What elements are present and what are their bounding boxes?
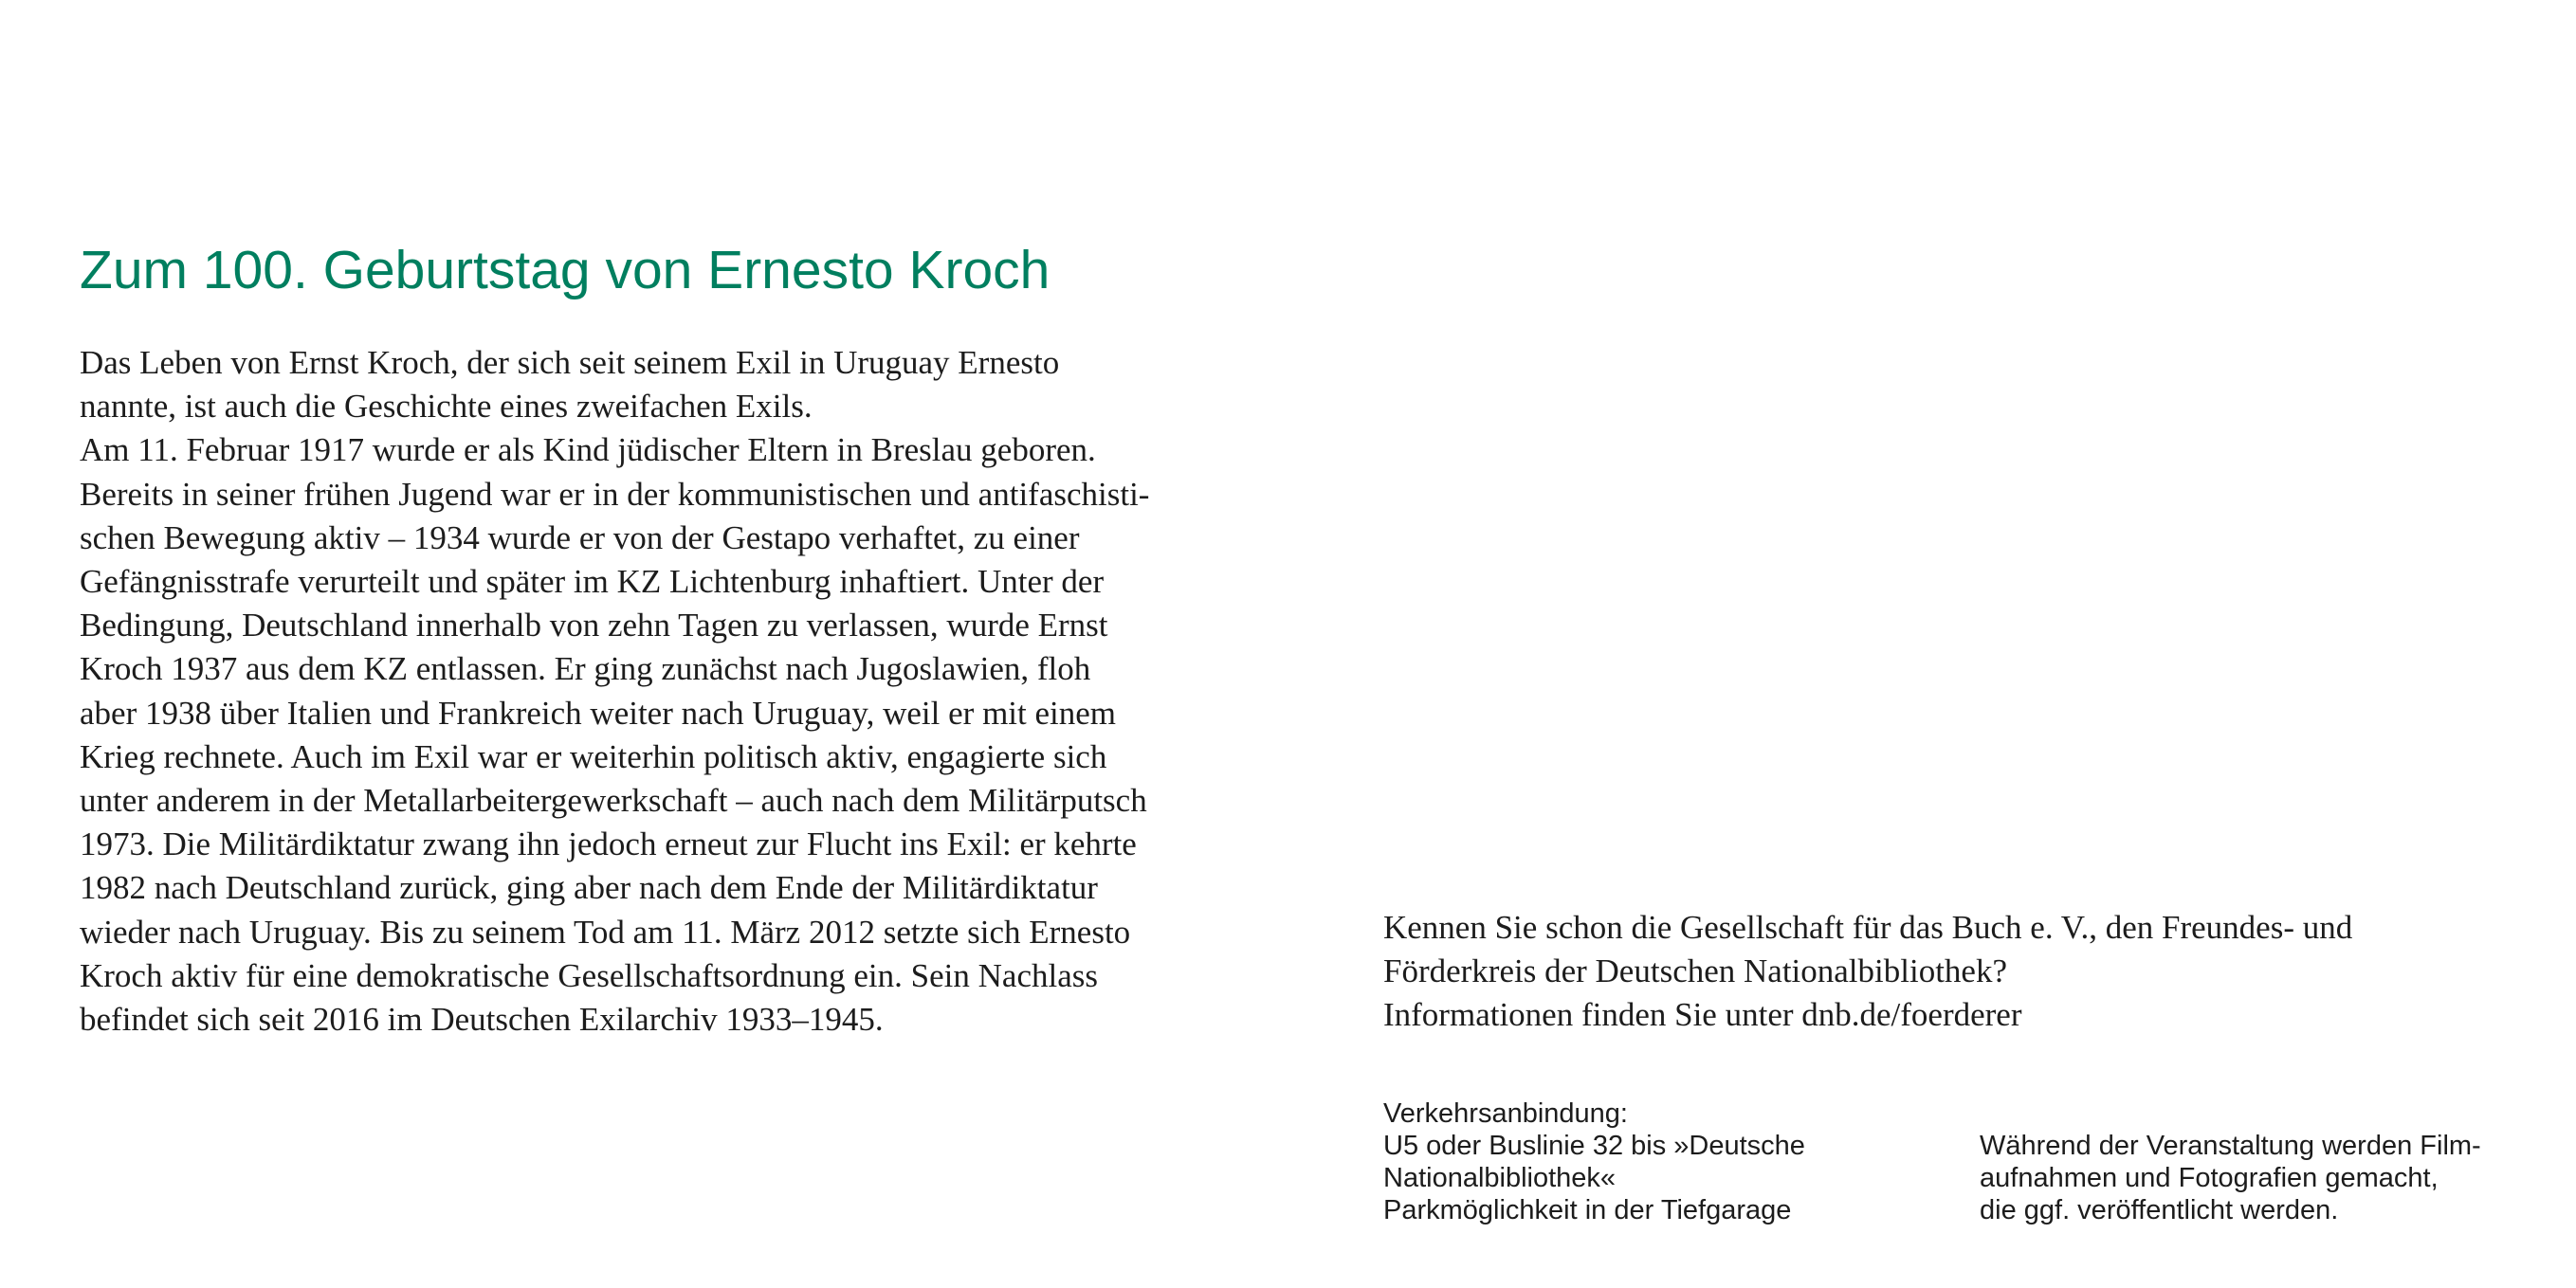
page-title: Zum 100. Geburtstag von Ernesto Kroch xyxy=(80,240,1050,300)
notice-line: aufnahmen und Fotografien gemacht, xyxy=(1980,1163,2439,1193)
transport-line: Nationalbibliothek« xyxy=(1383,1163,1617,1193)
biography-line: 1982 nach Deutschland zurück, ging aber nach dem Ende der Militärdiktatur xyxy=(80,869,1098,907)
biography-line: Kroch 1937 aus dem KZ entlassen. Er ging zunächst nach Jugoslawien, floh xyxy=(80,650,1091,688)
biography-line: Kroch aktiv für eine demokratische Gesellschaftsordnung ein. Sein Nachlass xyxy=(80,956,1098,994)
biography-line: 1973. Die Militärdiktatur zwang ihn jedoch erneut zur Flucht ins Exil: er kehrte xyxy=(80,825,1137,863)
recording-notice xyxy=(1980,1130,2549,1226)
promo-line: Informationen finden Sie unter dnb.de/foerderer xyxy=(1383,996,2022,1033)
biography-line: unter anderem in der Metallarbeitergewerkschaft – auch nach dem Militärputsch xyxy=(80,782,1147,820)
transport-heading: Verkehrsanbindung: xyxy=(1383,1098,1628,1129)
biography-text xyxy=(80,341,1274,1042)
promo-line: Förderkreis der Deutschen Nationalbibliothek? xyxy=(1383,952,2007,989)
promo-line: Kennen Sie schon die Gesellschaft für das Buch e. V., den Freundes- und xyxy=(1383,909,2353,946)
biography-line: Bereits in seiner frühen Jugend war er in der kommunistischen und antifaschisti- xyxy=(80,475,1150,513)
biography-line: Krieg rechnete. Auch im Exil war er weiterhin politisch aktiv, engagierte sich xyxy=(80,737,1107,775)
society-promo-text xyxy=(1383,906,2521,1037)
biography-line: Gefängnisstrafe verurteilt und später im KZ Lichtenburg inhaftiert. Unter der xyxy=(80,563,1105,601)
biography-line: Das Leben von Ernst Kroch, der sich seit seinem Exil in Uruguay Ernesto xyxy=(80,344,1060,381)
notice-line: Während der Veranstaltung werden Film- xyxy=(1980,1131,2481,1161)
biography-line: Am 11. Februar 1917 wurde er als Kind jüdischer Eltern in Breslau geboren. xyxy=(80,431,1096,469)
transport-line: U5 oder Buslinie 32 bis »Deutsche xyxy=(1383,1131,1805,1161)
transport-info xyxy=(1383,1098,1952,1226)
transport-line: Parkmöglichkeit in der Tiefgarage xyxy=(1383,1195,1792,1225)
biography-line: nannte, ist auch die Geschichte eines zweifachen Exils. xyxy=(80,388,813,426)
biography-line: wieder nach Uruguay. Bis zu seinem Tod am 11. März 2012 setzte sich Ernesto xyxy=(80,913,1131,951)
biography-line: Bedingung, Deutschland innerhalb von zehn Tagen zu verlassen, wurde Ernst xyxy=(80,607,1108,644)
biography-line: schen Bewegung aktiv – 1934 wurde er von der Gestapo verhaftet, zu einer xyxy=(80,518,1080,556)
notice-line: die ggf. veröffentlicht werden. xyxy=(1980,1195,2339,1225)
biography-line: befindet sich seit 2016 im Deutschen Exilarchiv 1933–1945. xyxy=(80,1001,884,1039)
biography-line: aber 1938 über Italien und Frankreich weiter nach Uruguay, weil er mit einem xyxy=(80,694,1117,732)
